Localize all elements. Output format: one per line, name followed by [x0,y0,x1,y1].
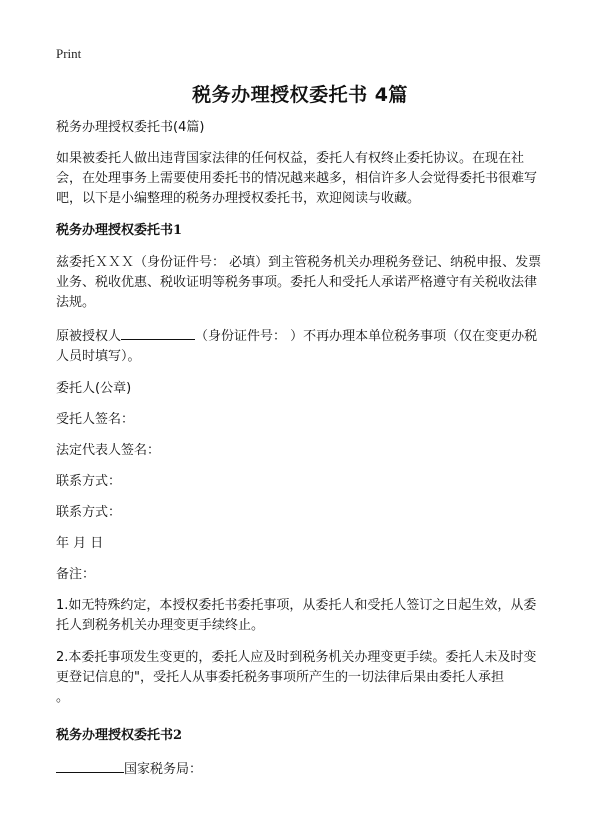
addressee-text: 国家税务局： [124,762,203,777]
document-body [56,118,546,780]
date-label: 年 月 日 [56,536,104,551]
note-1: 1.如无特殊约定，本授权委托书委托事项，从委托人和受托人签订之日起生效，从委托人到税务机关办理变更手续终止。 [56,598,537,633]
agent-signature-label: 受托人签名： [56,412,135,427]
blank-line [56,758,124,773]
contact-label-2: 联系方式： [56,505,122,520]
principal-seal-label: 委托人(公章) [56,381,132,396]
document-title: 税务办理授权委托书 4篇 [192,84,408,106]
section-1-paragraph-2 [56,325,546,367]
note-2: 2.本委托事项发生变更的，委托人应及时到税务机关办理变更手续。委托人未及时变更登记信息的"，受托人从事委托税务事项所产生的一切法律后果由委托人承担 [56,650,537,685]
contact-label-1: 联系方式： [56,474,122,489]
former-agent-text: （身份证件号： ）不再办理本单位税务事项（仅在变更办税人员时填写）。 [56,329,538,364]
print-label: Print [56,46,82,61]
section-2-addressee-line [56,758,546,780]
remarks-label: 备注： [56,567,96,582]
note-2-end: 。 [56,690,70,705]
document-subtitle: 税务办理授权委托书(4篇) [56,120,205,135]
section-1-paragraph-1: 兹委托ＸＸＸ（身份证件号： 必填）到主管税务机关办理税务登记、纳税申报、发票业务、税收优惠、税收证明等税务事项。委托人和受托人承诺严格遵守有关税收法律法规。 [56,255,542,310]
intro-paragraph: 如果被委托人做出违背国家法律的任何权益，委托人有权终止委托协议。在现在社会，在处理事务上需要使用委托书的情况越来越多，相信许多人会觉得委托书很难写吧，以下是小编整理的税务办理授权委托书，欢迎阅读与收藏。 [56,151,538,206]
section-2-heading: 税务办理授权委托书2 [56,728,183,743]
blank-line [121,325,195,340]
former-agent-label: 原被授权人 [56,329,122,344]
legal-rep-signature-label: 法定代表人签名： [56,443,161,458]
section-1-heading: 税务办理授权委托书1 [56,223,183,238]
